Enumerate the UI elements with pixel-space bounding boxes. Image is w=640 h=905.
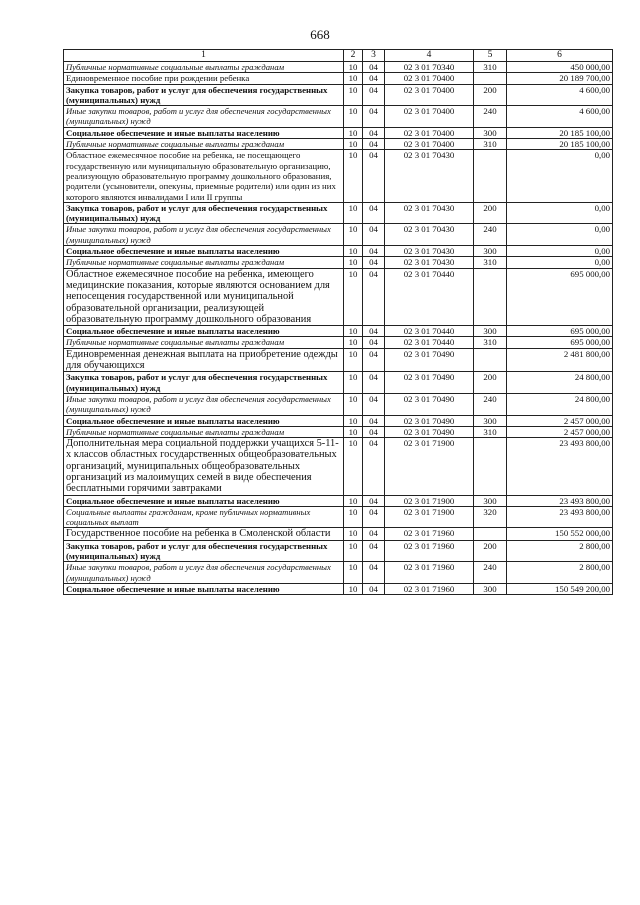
row-amount: 0,00 [507,150,613,202]
row-section: 10 [344,268,363,325]
row-section: 10 [344,106,363,128]
table-row [64,202,613,224]
row-amount: 0,00 [507,224,613,246]
budget-table [63,49,613,595]
table-row [64,438,613,495]
row-subsection: 04 [363,139,385,150]
row-name: Публичные нормативные социальные выплаты гражданам [64,62,344,73]
row-section: 10 [344,506,363,528]
row-amount: 450 000,00 [507,62,613,73]
row-section: 10 [344,528,363,540]
row-section: 10 [344,426,363,437]
row-expense-type [474,268,507,325]
table-row [64,337,613,348]
row-name: Публичные нормативные социальные выплаты гражданам [64,139,344,150]
row-subsection: 04 [363,562,385,584]
row-target-code: 02 3 01 70400 [385,139,474,150]
row-expense-type: 200 [474,84,507,106]
row-subsection: 04 [363,202,385,224]
row-section: 10 [344,540,363,562]
table-row [64,257,613,268]
row-name: Социальное обеспечение и иные выплаты населению [64,326,344,337]
row-amount: 150 552 000,00 [507,528,613,540]
row-section: 10 [344,73,363,84]
header-cell: 2 [344,50,363,62]
table-row [64,372,613,394]
table-row [64,348,613,372]
row-section: 10 [344,246,363,257]
row-expense-type: 300 [474,127,507,138]
row-amount: 4 600,00 [507,84,613,106]
row-target-code: 02 3 01 70430 [385,246,474,257]
row-target-code: 02 3 01 70400 [385,73,474,84]
row-name: Иные закупки товаров, работ и услуг для обеспечения государственных (муниципальных) нужд [64,224,344,246]
row-amount: 2 800,00 [507,562,613,584]
table-row [64,268,613,325]
row-expense-type: 300 [474,495,507,506]
row-section: 10 [344,257,363,268]
row-target-code: 02 3 01 70440 [385,337,474,348]
row-expense-type: 300 [474,415,507,426]
row-expense-type [474,150,507,202]
header-cell: 4 [385,50,474,62]
row-amount: 0,00 [507,246,613,257]
row-target-code: 02 3 01 71900 [385,506,474,528]
row-target-code: 02 3 01 70400 [385,84,474,106]
row-target-code: 02 3 01 70340 [385,62,474,73]
row-expense-type: 240 [474,562,507,584]
row-section: 10 [344,326,363,337]
row-name: Публичные нормативные социальные выплаты гражданам [64,257,344,268]
row-target-code: 02 3 01 71900 [385,438,474,495]
row-section: 10 [344,139,363,150]
row-subsection: 04 [363,438,385,495]
row-subsection: 04 [363,426,385,437]
row-subsection: 04 [363,246,385,257]
row-name: Иные закупки товаров, работ и услуг для обеспечения государственных (муниципальных) нужд [64,562,344,584]
row-section: 10 [344,224,363,246]
row-subsection: 04 [363,127,385,138]
table-header-row [64,50,613,62]
row-section: 10 [344,62,363,73]
row-expense-type: 310 [474,62,507,73]
row-section: 10 [344,202,363,224]
row-section: 10 [344,583,363,594]
row-expense-type [474,73,507,84]
row-target-code: 02 3 01 70430 [385,150,474,202]
row-amount: 2 457 000,00 [507,426,613,437]
row-expense-type: 240 [474,106,507,128]
row-section: 10 [344,372,363,394]
row-subsection: 04 [363,257,385,268]
table-row [64,150,613,202]
table-row [64,562,613,584]
row-name: Закупка товаров, работ и услуг для обеспечения государственных (муниципальных) нужд [64,84,344,106]
row-amount: 695 000,00 [507,326,613,337]
row-expense-type: 240 [474,224,507,246]
row-target-code: 02 3 01 70400 [385,106,474,128]
table-row [64,127,613,138]
row-amount: 23 493 800,00 [507,506,613,528]
row-target-code: 02 3 01 71960 [385,528,474,540]
row-expense-type [474,528,507,540]
row-expense-type: 200 [474,540,507,562]
row-amount: 2 457 000,00 [507,415,613,426]
row-target-code: 02 3 01 70430 [385,224,474,246]
row-target-code: 02 3 01 70430 [385,202,474,224]
row-expense-type: 310 [474,426,507,437]
row-name: Социальное обеспечение и иные выплаты населению [64,495,344,506]
row-expense-type: 310 [474,139,507,150]
row-name: Социальное обеспечение и иные выплаты населению [64,583,344,594]
row-target-code: 02 3 01 70400 [385,127,474,138]
row-name: Областное ежемесячное пособие на ребенка, имеющего медицинские показания, которые являются основанием для непосещения государственной или муниципальной образовательной организации, реализующей образовательную программу дошкольного образования [64,268,344,325]
row-subsection: 04 [363,84,385,106]
row-subsection: 04 [363,326,385,337]
row-expense-type: 310 [474,337,507,348]
row-name: Областное ежемесячное пособие на ребенка, не посещающего государственную или муниципальную образовательную организацию, реализующую образовательную программу дошкольного образования, родители (усыновители, опекуны, приемные родители) или один из них которого являются инвалидами I или II группы [64,150,344,202]
row-name: Социальные выплаты гражданам, кроме публичных нормативных социальных выплат [64,506,344,528]
header-cell: 1 [64,50,344,62]
row-target-code: 02 3 01 71960 [385,562,474,584]
row-amount: 20 185 100,00 [507,139,613,150]
row-subsection: 04 [363,540,385,562]
header-cell: 6 [507,50,613,62]
row-target-code: 02 3 01 70440 [385,268,474,325]
row-subsection: 04 [363,495,385,506]
table-row [64,326,613,337]
table-row [64,84,613,106]
row-subsection: 04 [363,506,385,528]
table-row [64,495,613,506]
row-target-code: 02 3 01 70490 [385,393,474,415]
row-expense-type: 240 [474,393,507,415]
table-row [64,506,613,528]
row-target-code: 02 3 01 70430 [385,257,474,268]
row-subsection: 04 [363,224,385,246]
row-amount: 0,00 [507,257,613,268]
row-target-code: 02 3 01 71960 [385,540,474,562]
row-amount: 24 800,00 [507,372,613,394]
row-name: Социальное обеспечение и иные выплаты населению [64,415,344,426]
row-amount: 20 189 700,00 [507,73,613,84]
row-section: 10 [344,127,363,138]
row-target-code: 02 3 01 70490 [385,415,474,426]
row-subsection: 04 [363,393,385,415]
row-section: 10 [344,393,363,415]
row-target-code: 02 3 01 71960 [385,583,474,594]
table-row [64,426,613,437]
row-name: Социальное обеспечение и иные выплаты населению [64,127,344,138]
row-subsection: 04 [363,337,385,348]
row-subsection: 04 [363,348,385,372]
row-amount: 0,00 [507,202,613,224]
row-amount: 150 549 200,00 [507,583,613,594]
table-row [64,583,613,594]
table-row [64,139,613,150]
row-amount: 4 600,00 [507,106,613,128]
row-name: Закупка товаров, работ и услуг для обеспечения государственных (муниципальных) нужд [64,372,344,394]
row-amount: 695 000,00 [507,268,613,325]
row-subsection: 04 [363,73,385,84]
row-expense-type: 300 [474,583,507,594]
table-row [64,528,613,540]
row-section: 10 [344,348,363,372]
table-row [64,540,613,562]
row-target-code: 02 3 01 70440 [385,326,474,337]
row-expense-type: 300 [474,246,507,257]
row-expense-type: 200 [474,202,507,224]
header-cell: 3 [363,50,385,62]
row-subsection: 04 [363,415,385,426]
row-name: Публичные нормативные социальные выплаты гражданам [64,337,344,348]
row-subsection: 04 [363,268,385,325]
table-row [64,224,613,246]
row-amount: 2 481 800,00 [507,348,613,372]
row-name: Иные закупки товаров, работ и услуг для обеспечения государственных (муниципальных) нужд [64,106,344,128]
row-subsection: 04 [363,372,385,394]
table-row [64,62,613,73]
row-subsection: 04 [363,106,385,128]
row-section: 10 [344,438,363,495]
row-amount: 23 493 800,00 [507,495,613,506]
row-subsection: 04 [363,62,385,73]
row-target-code: 02 3 01 71900 [385,495,474,506]
row-expense-type [474,348,507,372]
row-section: 10 [344,337,363,348]
table-body [64,50,613,595]
row-expense-type: 200 [474,372,507,394]
row-expense-type: 320 [474,506,507,528]
row-name: Государственное пособие на ребенка в Смоленской области [64,528,344,540]
table-row [64,106,613,128]
table-row [64,415,613,426]
row-name: Единовременная денежная выплата на приобретение одежды для обучающихся [64,348,344,372]
row-subsection: 04 [363,528,385,540]
row-section: 10 [344,150,363,202]
row-expense-type: 310 [474,257,507,268]
row-name: Социальное обеспечение и иные выплаты населению [64,246,344,257]
row-name: Закупка товаров, работ и услуг для обеспечения государственных (муниципальных) нужд [64,202,344,224]
row-subsection: 04 [363,150,385,202]
row-name: Единовременное пособие при рождении ребенка [64,73,344,84]
row-target-code: 02 3 01 70490 [385,372,474,394]
table-row [64,393,613,415]
page-number: 668 [310,27,330,42]
row-amount: 20 185 100,00 [507,127,613,138]
table-row [64,73,613,84]
row-amount: 23 493 800,00 [507,438,613,495]
row-section: 10 [344,84,363,106]
row-name: Закупка товаров, работ и услуг для обеспечения государственных (муниципальных) нужд [64,540,344,562]
row-expense-type [474,438,507,495]
row-name: Дополнительная мера социальной поддержки учащихся 5-11-х классов областных государственных общеобразовательных организаций, муниципальных общеобразовательных организаций из малоимущих семей в виде обеспечения бесплатными горячими завтраками [64,438,344,495]
table-row [64,246,613,257]
row-section: 10 [344,562,363,584]
row-subsection: 04 [363,583,385,594]
row-target-code: 02 3 01 70490 [385,348,474,372]
row-name: Публичные нормативные социальные выплаты гражданам [64,426,344,437]
row-target-code: 02 3 01 70490 [385,426,474,437]
row-section: 10 [344,415,363,426]
row-section: 10 [344,495,363,506]
row-amount: 695 000,00 [507,337,613,348]
row-name: Иные закупки товаров, работ и услуг для обеспечения государственных (муниципальных) нужд [64,393,344,415]
row-amount: 24 800,00 [507,393,613,415]
row-amount: 2 800,00 [507,540,613,562]
row-expense-type: 300 [474,326,507,337]
header-cell: 5 [474,50,507,62]
